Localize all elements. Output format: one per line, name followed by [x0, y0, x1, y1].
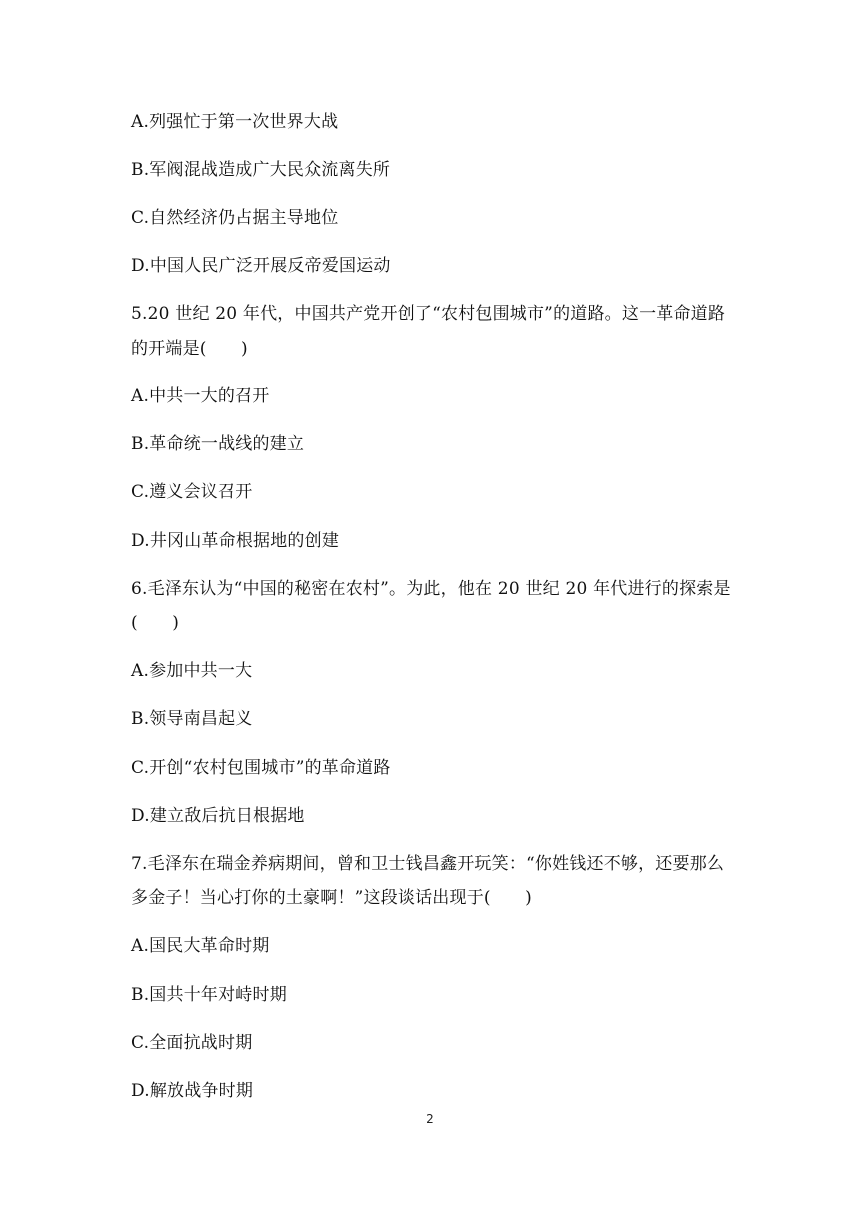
- q7-option-d: D.解放战争时期: [131, 1081, 254, 1101]
- q6-option-a: A.参加中共一大: [131, 661, 253, 681]
- q4-option-a: A.列强忙于第一次世界大战: [131, 112, 339, 132]
- q7-option-b: B.国共十年对峙时期: [131, 985, 287, 1005]
- q5-option-a: A.中共一大的召开: [131, 386, 270, 406]
- q4-option-b: B.军阀混战造成广大民众流离失所: [131, 160, 391, 180]
- q6-option-d: D.建立敌后抗日根据地: [131, 806, 305, 826]
- q6-option-c: C.开创“农村包围城市”的革命道路: [131, 758, 391, 778]
- q7-stem-line-2: 多金子！当心打你的土豪啊！”这段谈话出现于( ): [131, 888, 532, 908]
- q6-stem-line-2: ( ): [131, 613, 180, 633]
- q5-stem-line-2: 的开端是( ): [131, 339, 248, 359]
- page-number: 2: [426, 1112, 434, 1126]
- q5-option-d: D.井冈山革命根据地的创建: [131, 531, 340, 551]
- q7-option-a: A.国民大革命时期: [131, 936, 270, 956]
- q5-option-c: C.遵义会议召开: [131, 482, 253, 502]
- q4-option-d: D.中国人民广泛开展反帝爱国运动: [131, 256, 391, 276]
- q6-stem-line-1: 6.毛泽东认为“中国的秘密在农村”。为此，他在 20 世纪 20 年代进行的探索是: [131, 579, 731, 599]
- q5-stem-line-1: 5.20 世纪 20 年代，中国共产党开创了“农村包围城市”的道路。这一革命道路: [131, 304, 726, 324]
- q6-option-b: B.领导南昌起义: [131, 709, 253, 729]
- q4-option-c: C.自然经济仍占据主导地位: [131, 208, 339, 228]
- q7-stem-line-1: 7.毛泽东在瑞金养病期间，曾和卫士钱昌鑫开玩笑：“你姓钱还不够，还要那么: [131, 854, 725, 874]
- q5-option-b: B.革命统一战线的建立: [131, 434, 305, 454]
- q7-option-c: C.全面抗战时期: [131, 1033, 253, 1053]
